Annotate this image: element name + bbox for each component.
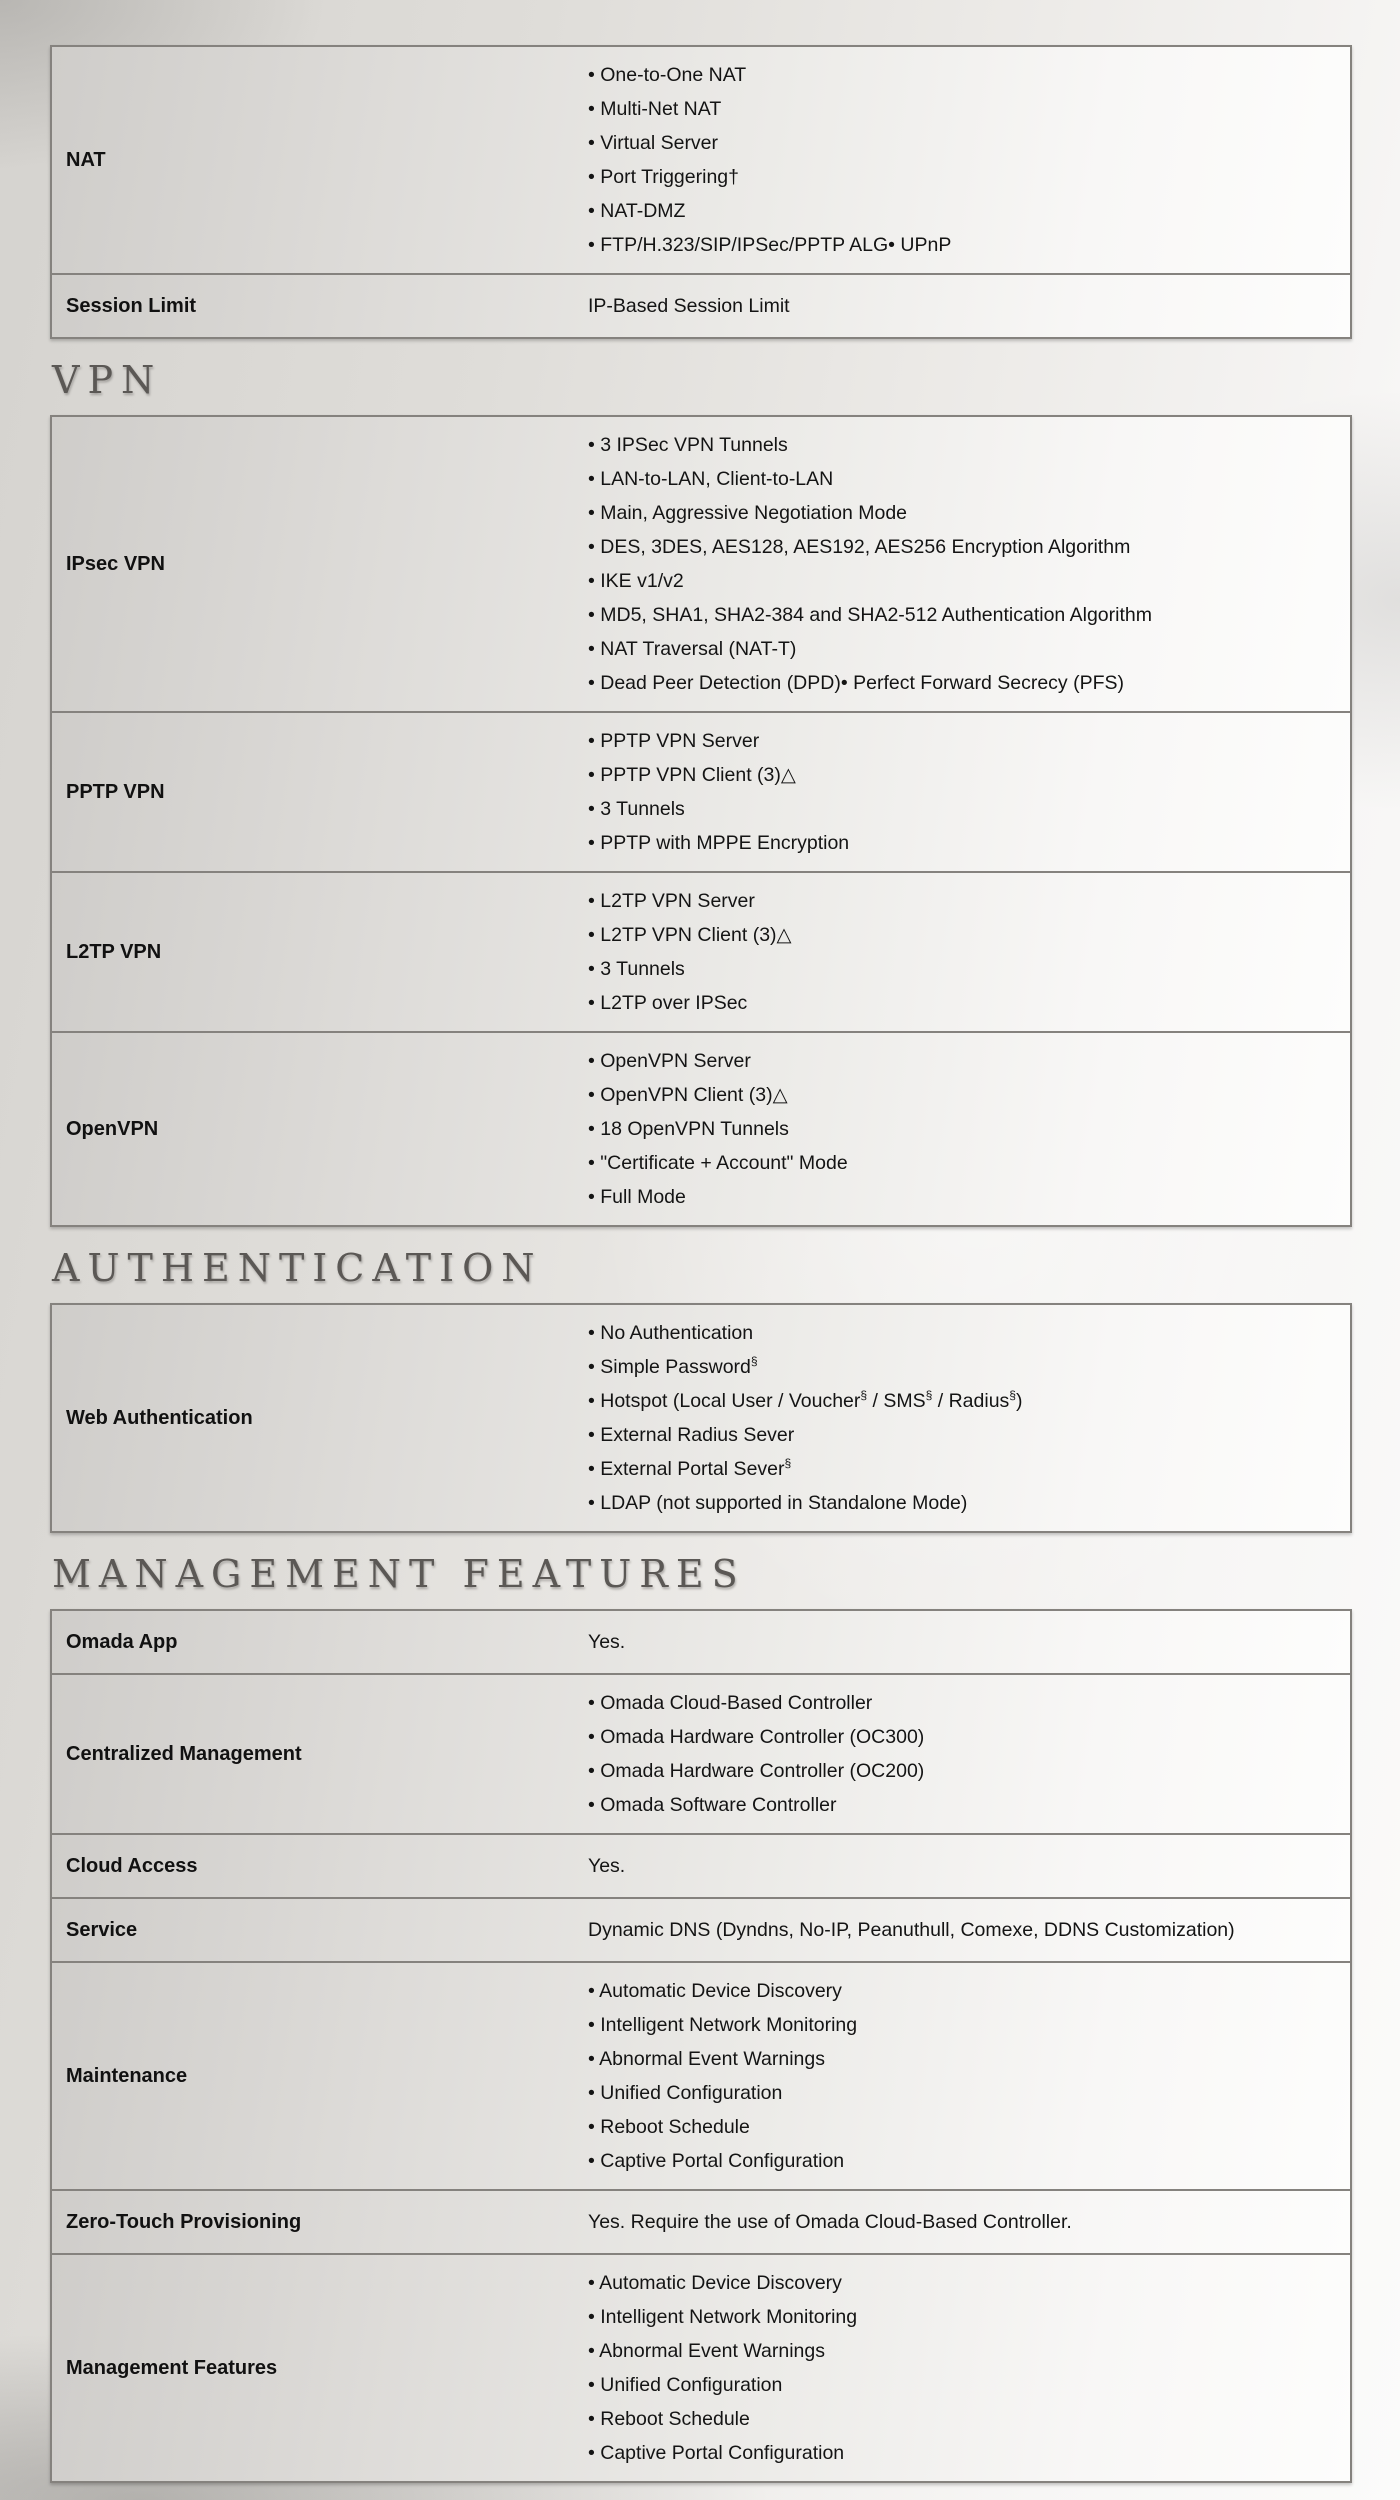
row-value: [588, 1033, 1350, 1225]
row-label: Management Features: [66, 2356, 278, 2379]
superscript-marker: §: [784, 1456, 792, 1471]
bullet-item: • Abnormal Event Warnings: [588, 2048, 825, 2070]
bullet-item: • NAT-DMZ: [588, 200, 686, 222]
row-value: [588, 873, 1350, 1031]
section-title-management-features: MANAGEMENT FEATURES: [52, 1552, 746, 1596]
bullet-item: • NAT Traversal (NAT-T): [588, 638, 797, 660]
spec-row-centralized-management: [50, 1673, 1352, 1835]
section-title-vpn: VPN: [52, 358, 163, 402]
bullet-item: • LDAP (not supported in Standalone Mode): [588, 1492, 968, 1514]
row-label: NAT: [66, 148, 106, 171]
bullet-item: • 18 OpenVPN Tunnels: [588, 1118, 789, 1140]
spec-row-omada-app: [50, 1609, 1352, 1675]
bullet-item: • Omada Cloud-Based Controller: [588, 1692, 873, 1714]
text-value: Yes.: [588, 1631, 626, 1653]
bullet-item: • 3 Tunnels: [588, 798, 685, 820]
text-value: Yes. Require the use of Omada Cloud-Based Controller.: [588, 2211, 1072, 2233]
row-value: [588, 275, 1350, 337]
row-label: IPsec VPN: [66, 552, 165, 575]
bullet-item: • 3 IPSec VPN Tunnels: [588, 434, 788, 456]
row-value: [588, 1963, 1350, 2189]
bullet-item: • Automatic Device Discovery: [588, 1980, 842, 2002]
bullet-item: • Captive Portal Configuration: [588, 2150, 845, 2172]
row-value: [588, 1899, 1350, 1961]
bullet-item: • OpenVPN Server: [588, 1050, 751, 1072]
spec-row-l2tp-vpn: [50, 871, 1352, 1033]
bullet-item: • L2TP VPN Server: [588, 890, 755, 912]
bullet-item: • One-to-One NAT: [588, 64, 747, 86]
spec-row-service: [50, 1897, 1352, 1963]
text-value: Dynamic DNS (Dyndns, No-IP, Peanuthull, Comexe, DDNS Customization): [588, 1919, 1235, 1941]
bullet-item: • Reboot Schedule: [588, 2116, 750, 2138]
row-label: Omada App: [66, 1630, 178, 1653]
spec-table: [50, 1609, 1352, 2483]
row-label: Maintenance: [66, 2064, 188, 2087]
bullet-item: • Omada Hardware Controller (OC200): [588, 1760, 925, 1782]
row-value: [588, 417, 1350, 711]
bullet-item: • Captive Portal Configuration: [588, 2442, 845, 2464]
bullet-item: • OpenVPN Client (3)△: [588, 1084, 788, 1106]
spec-row-session-limit: [50, 273, 1352, 339]
bullet-item: • No Authentication: [588, 1322, 754, 1344]
spec-row-pptp-vpn: [50, 711, 1352, 873]
spec-row-management-features: [50, 2253, 1352, 2483]
bullet-item: • "Certificate + Account" Mode: [588, 1152, 848, 1174]
bullet-item: • PPTP VPN Client (3)△: [588, 764, 796, 786]
bullet-item: • Multi-Net NAT: [588, 98, 722, 120]
row-value: [588, 1675, 1350, 1833]
bullet-item: • DES, 3DES, AES128, AES192, AES256 Encryption Algorithm: [588, 536, 1131, 558]
spec-row-zero-touch-provisioning: [50, 2189, 1352, 2255]
bullet-item: • Automatic Device Discovery: [588, 2272, 842, 2294]
row-label: L2TP VPN: [66, 940, 162, 963]
spec-table: [50, 45, 1352, 339]
bullet-item: • Full Mode: [588, 1186, 686, 1208]
row-value: [588, 1305, 1350, 1531]
spec-table: [50, 1303, 1352, 1533]
bullet-item: • FTP/H.323/SIP/IPSec/PPTP ALG• UPnP: [588, 234, 952, 256]
spec-row-maintenance: [50, 1961, 1352, 2191]
bullet-item: • Omada Software Controller: [588, 1794, 837, 1816]
bullet-item: • External Portal Sever§: [588, 1456, 792, 1480]
superscript-marker: §: [925, 1388, 933, 1403]
superscript-marker: §: [750, 1354, 758, 1369]
row-value: [588, 47, 1350, 273]
bullet-item: • 3 Tunnels: [588, 958, 685, 980]
bullet-item: • L2TP over IPSec: [588, 992, 748, 1014]
row-label: PPTP VPN: [66, 780, 165, 803]
row-value: [588, 1611, 1350, 1673]
row-label: Session Limit: [66, 294, 197, 317]
bullet-item: • Reboot Schedule: [588, 2408, 750, 2430]
bullet-item: • Omada Hardware Controller (OC300): [588, 1726, 925, 1748]
bullet-item: • Port Triggering†: [588, 166, 739, 188]
spec-sheet: [50, 45, 1352, 2483]
spec-row-web-authentication: [50, 1303, 1352, 1533]
row-value: [588, 2191, 1350, 2253]
bullet-item: • Simple Password§: [588, 1354, 758, 1378]
bullet-item: • Hotspot (Local User / Voucher§ / SMS§ / Radius§): [588, 1388, 1023, 1412]
row-label: Cloud Access: [66, 1854, 198, 1877]
spec-table: [50, 415, 1352, 1227]
bullet-item: • External Radius Sever: [588, 1424, 795, 1446]
row-value: [588, 2255, 1350, 2481]
bullet-item: • L2TP VPN Client (3)△: [588, 924, 792, 946]
spec-row-nat: [50, 45, 1352, 275]
row-label: Web Authentication: [66, 1406, 253, 1429]
row-value: [588, 713, 1350, 871]
superscript-marker: §: [860, 1388, 868, 1403]
bullet-item: • Intelligent Network Monitoring: [588, 2014, 858, 2036]
bullet-item: • MD5, SHA1, SHA2-384 and SHA2-512 Authentication Algorithm: [588, 604, 1152, 626]
bullet-item: • IKE v1/v2: [588, 570, 684, 592]
text-value: IP-Based Session Limit: [588, 295, 790, 317]
row-label: OpenVPN: [66, 1117, 159, 1140]
bullet-item: • Main, Aggressive Negotiation Mode: [588, 502, 908, 524]
spec-row-ipsec-vpn: [50, 415, 1352, 713]
bullet-item: • Unified Configuration: [588, 2082, 783, 2104]
row-label: Service: [66, 1918, 138, 1941]
section-title-authentication: AUTHENTICATION: [52, 1246, 543, 1290]
spec-row-cloud-access: [50, 1833, 1352, 1899]
bullet-item: • Dead Peer Detection (DPD)• Perfect Forward Secrecy (PFS): [588, 672, 1124, 694]
bullet-item: • LAN-to-LAN, Client-to-LAN: [588, 468, 834, 490]
text-value: Yes.: [588, 1855, 626, 1877]
row-value: [588, 1835, 1350, 1897]
bullet-item: • PPTP VPN Server: [588, 730, 760, 752]
bullet-item: • PPTP with MPPE Encryption: [588, 832, 850, 854]
spec-row-openvpn: [50, 1031, 1352, 1227]
bullet-item: • Virtual Server: [588, 132, 719, 154]
row-label: Zero-Touch Provisioning: [66, 2210, 302, 2233]
row-label: Centralized Management: [66, 1742, 302, 1765]
bullet-item: • Abnormal Event Warnings: [588, 2340, 825, 2362]
bullet-item: • Unified Configuration: [588, 2374, 783, 2396]
superscript-marker: §: [1009, 1388, 1017, 1403]
bullet-item: • Intelligent Network Monitoring: [588, 2306, 858, 2328]
